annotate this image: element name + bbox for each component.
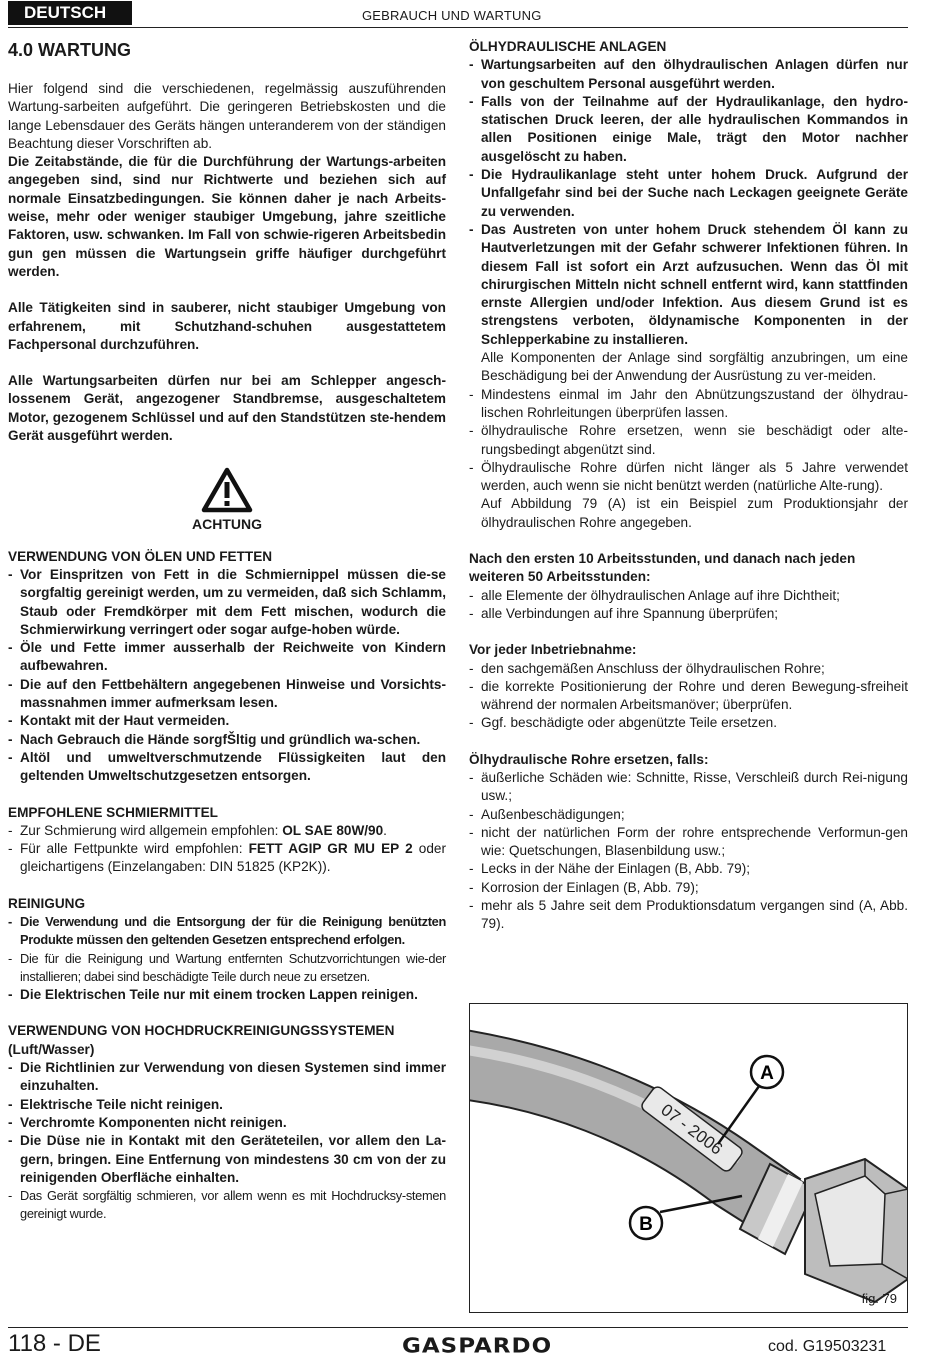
personnel-note: Alle Tätigkeiten sind in sauberer, nicht staubiger Umgebung von erfahrenem, mit Schutzhand-schuhen ausgestattetem Fachpersonal durchzuführen. [8, 300, 446, 352]
list-item: - Die Verwendung und die Entsorgung der für die Reinigung benützten Produkte müssen den geltenden Gesetzen entsprechend erfolgen. [8, 913, 446, 950]
oils-list [8, 566, 446, 786]
list-item: - Korrosion der Einlagen (B, Abb. 79); [469, 879, 908, 897]
list-item: - äußerliche Schäden wie: Schnitte, Risse, Verschleiß durch Rei-nigung usw.; [469, 769, 908, 806]
lubricants-list [8, 822, 446, 877]
list-item: - Elektrische Teile nicht reinigen. [8, 1096, 446, 1114]
replace-heading: Ölhydraulische Rohre ersetzen, falls: [469, 751, 709, 767]
list-item: - Die für die Reinigung und Wartung entfernten Schutzvorrichtungen wie-der installieren; dabei sind beschädigte Teile durch neue zu ersetzen. [8, 950, 446, 987]
label-a: A [760, 1063, 774, 1084]
list-item: - Die Hydraulikanlage steht unter hohem Druck. Aufgrund der Unfallgefahr sind bei der Suche nach Leckagen geeignete Geräte zu verwenden. [469, 166, 908, 221]
label-b: B [639, 1214, 653, 1235]
hydraulic-hose-illustration [470, 1004, 908, 1313]
language-tab: DEUTSCH [8, 1, 132, 25]
figure-reference-note: Auf Abbildung 79 (A) ist ein Beispiel zum Produktionsjahr der ölhydraulischen Rohre angegeben. [481, 496, 908, 530]
list-item: - Außenbeschädigungen; [469, 806, 908, 824]
list-item: - Die Elektrischen Teile nur mit einem trocken Lappen reinigen. [8, 986, 446, 1004]
lubricants-heading: EMPFOHLENE SCHMIERMITTEL [8, 804, 218, 820]
startup-heading: Vor jeder Inbetriebnahme: [469, 642, 637, 658]
list-item: - Mindestens einmal im Jahr den Abnützungszustand der ölhydrau-lischen Rohrleitungen überprüfen lassen. [469, 386, 908, 423]
footer-rule [8, 1327, 908, 1328]
list-item: - Ggf. beschädigte oder abgenützte Teile ersetzen. [469, 714, 908, 732]
list-item: - Öle und Fette immer ausserhalb der Reichweite von Kindern aufbewahren. [8, 639, 446, 676]
hydraulics-heading: ÖLHYDRAULISCHE ANLAGEN [469, 39, 667, 54]
hydraulics-continuation: Alle Komponenten der Anlage sind sorgfältig anzubringen, um eine Beschädigung bei der Anwendung der Ausrüstung zu ver-meiden. [481, 350, 908, 384]
list-item: - Für alle Fettpunkte wird empfohlen: FETT AGIP GR MU EP 2 oder gleichartigens (Einzelangaben: DIN 51825 (KP2K)). [8, 840, 446, 877]
hydraulics-list [469, 56, 908, 349]
list-item: - Falls von der Teilnahme auf der Hydraulikanlage, den hydro-statischen Druck leeren, der alle hydraulischen Kommandos in allen Positionen einige Male, trägt den Motor nachher ausgelöscht zu haben. [469, 93, 908, 166]
safety-conditions-note: Alle Wartungsarbeiten dürfen nur bei am Schlepper angesch-lossenem Gerät, angezogener Standbremse, ausgeschaltetem Motor, gezogenem Schlüssel und auf den Standstützen ste-hendem Gerät ausgeführt werden. [8, 373, 446, 444]
list-item: - Ölhydraulische Rohre dürfen nicht länger als 5 Jahre verwendet werden, auch wenn sie nicht benützt werden (natürliche Alte-rung). [469, 459, 908, 496]
oil-spec: OL SAE 80W/90 [282, 822, 384, 838]
hydraulics-list-2 [469, 386, 908, 496]
list-item: - ölhydraulische Rohre ersetzen, wenn sie beschädigt oder alte-rungsbedingt abgenützt sind. [469, 422, 908, 459]
intro-text: Hier folgend sind die verschiedenen, regelmässig auszuführenden Wartung-sarbeiten aufgeführt. Die geringeren Betriebskosten und die lange Lebensdauer des Geräts hängen unteranderem von der ständigen Beachtung dieser Vorschriften ab. [8, 81, 446, 151]
list-item: - alle Verbindungen auf ihre Spannung überprüfen; [469, 605, 908, 623]
list-item: - Nach Gebrauch die Hände sorgfŠltig und gründlich wa-schen. [8, 731, 446, 749]
page-title: 4.0 WARTUNG [8, 40, 132, 60]
brand-logo: GASPARDO [402, 1334, 553, 1358]
section-title: GEBRAUCH UND WARTUNG [362, 8, 542, 23]
document-code: cod. G19503231 [768, 1338, 887, 1355]
high-pressure-heading: VERWENDUNG VON HOCHDRUCKREINIGUNGSSYSTEMEN (Luft/Wasser) [8, 1023, 395, 1057]
warning-label: ACHTUNG [192, 516, 262, 533]
oils-heading: VERWENDUNG VON ÖLEN UND FETTEN [8, 548, 273, 564]
list-item: - Zur Schmierung wird allgemein empfohlen: OL SAE 80W/90. [8, 822, 446, 840]
list-item: - Altöl und umweltverschmutzende Flüssigkeiten laut den geltenden Umweltschutzgesetzen entsorgen. [8, 749, 446, 786]
hex-nut [805, 1159, 908, 1302]
list-item: - den sachgemäßen Anschluss der ölhydraulischen Rohre; [469, 660, 908, 678]
replace-list [469, 769, 908, 934]
list-item: - Wartungsarbeiten auf den ölhydraulischen Anlagen dürfen nur von geschultem Personal ausgeführt werden. [469, 56, 908, 93]
list-item: - Die auf den Fettbehältern angegebenen Hinweise und Vorsichts-massnahmen immer aufmerksam lesen. [8, 676, 446, 713]
figure-79 [469, 1003, 908, 1313]
left-column [8, 38, 446, 1224]
cleaning-list [8, 913, 446, 1004]
list-item: - Lecks in der Nähe der Einlagen (B, Abb. 79); [469, 860, 908, 878]
list-item: - mehr als 5 Jahre seit dem Produktionsdatum vergangen sind (A, Abb. 79). [469, 897, 908, 934]
hose-date: 07 - 2006 [657, 1100, 727, 1159]
list-item: - die korrekte Positionierung der Rohre und deren Bewegung-sfreiheit während der normalen Arbeitsmanöver; überprüfen. [469, 678, 908, 715]
list-item: - Das Gerät sorgfältig schmieren, vor allem wenn es mit Hochdrucksy-stemen gereinigt wurde. [8, 1187, 446, 1224]
warning-triangle-icon [201, 467, 253, 513]
interval-heading: Nach den ersten 10 Arbeitsstunden, und danach nach jeden weiteren 50 Arbeitsstunden: [469, 551, 856, 585]
list-item: - Die Richtlinien zur Verwendung von diesen Systemen sind immer einzuhalten. [8, 1059, 446, 1096]
warning-block [8, 467, 446, 533]
right-column [469, 38, 908, 934]
list-item: - Kontakt mit der Haut vermeiden. [8, 712, 446, 730]
grease-spec: FETT AGIP GR MU EP 2 [248, 841, 413, 857]
page-number: 118 - DE [8, 1330, 101, 1357]
header-rule [8, 27, 908, 28]
high-pressure-list [8, 1059, 446, 1224]
list-item: - Verchromte Komponenten nicht reinigen. [8, 1114, 446, 1132]
intro-bold-text: Die Zeitabstände, die für die Durchführung der Wartungs-arbeiten angegeben sind, sind nur Richtwerte und beziehen sich auf normale Einsatzbedingungen. Sie können daher je nach Arbeits-weise, mehr oder weniger staubiger Umgebung, jahre szeitliche Faktoren, usw. schwanken. Im Fall von schwie-rigeren Arbeitsbedin gun gen müssen die Wartungsein griffe häufiger durchgeführt werden. [8, 154, 446, 279]
list-item: - Die Düse nie in Kontakt mit den Geräteteilen, vor allem den La-gern, bringen. Eine Entfernung von mindestens 30 cm von der zu reinigenden Oberfläche einhalten. [8, 1132, 446, 1187]
startup-list [469, 660, 908, 733]
figure-caption: fig. 79 [861, 1291, 897, 1306]
list-item: - Das Austreten von unter hohem Druck stehendem Öl kann zu Hautverletzungen mit der Gefahr schwerer Infektionen führen. In diesem Fall ist sofort ein Arzt aufzusuchen. Wenn das Öl mit chirurgischen Mitteln nicht schnell entfernt wird, kann stattfinden ernste Allergien und/oder Infektion. Aus diesem Grund ist es strengstens verboten, öldynamische Komponenten in der Schlepperkabine zu installieren. [469, 221, 908, 349]
callout-line-a [718, 1082, 762, 1144]
list-item: - Vor Einspritzen von Fett in die Schmiernippel müssen die-se sorgfaltig gereinigt werden, um zu vermeiden, daß sich Schlamm, Staub oder Fremdkörper mit dem Fett mischen, wodurch die Schmierwirkung verringert oder sogar aufge-hoben würde. [8, 566, 446, 639]
cleaning-heading: REINIGUNG [8, 895, 86, 911]
list-item: - alle Elemente der ölhydraulischen Anlage auf ihre Dichtheit; [469, 587, 908, 605]
callout-a [751, 1056, 783, 1088]
list-item: - nicht der natürlichen Form der rohre entsprechende Verformun-gen wie: Quetschungen, Blasenbildung usw.; [469, 824, 908, 861]
callout-b [630, 1207, 662, 1239]
interval-list [469, 587, 908, 624]
